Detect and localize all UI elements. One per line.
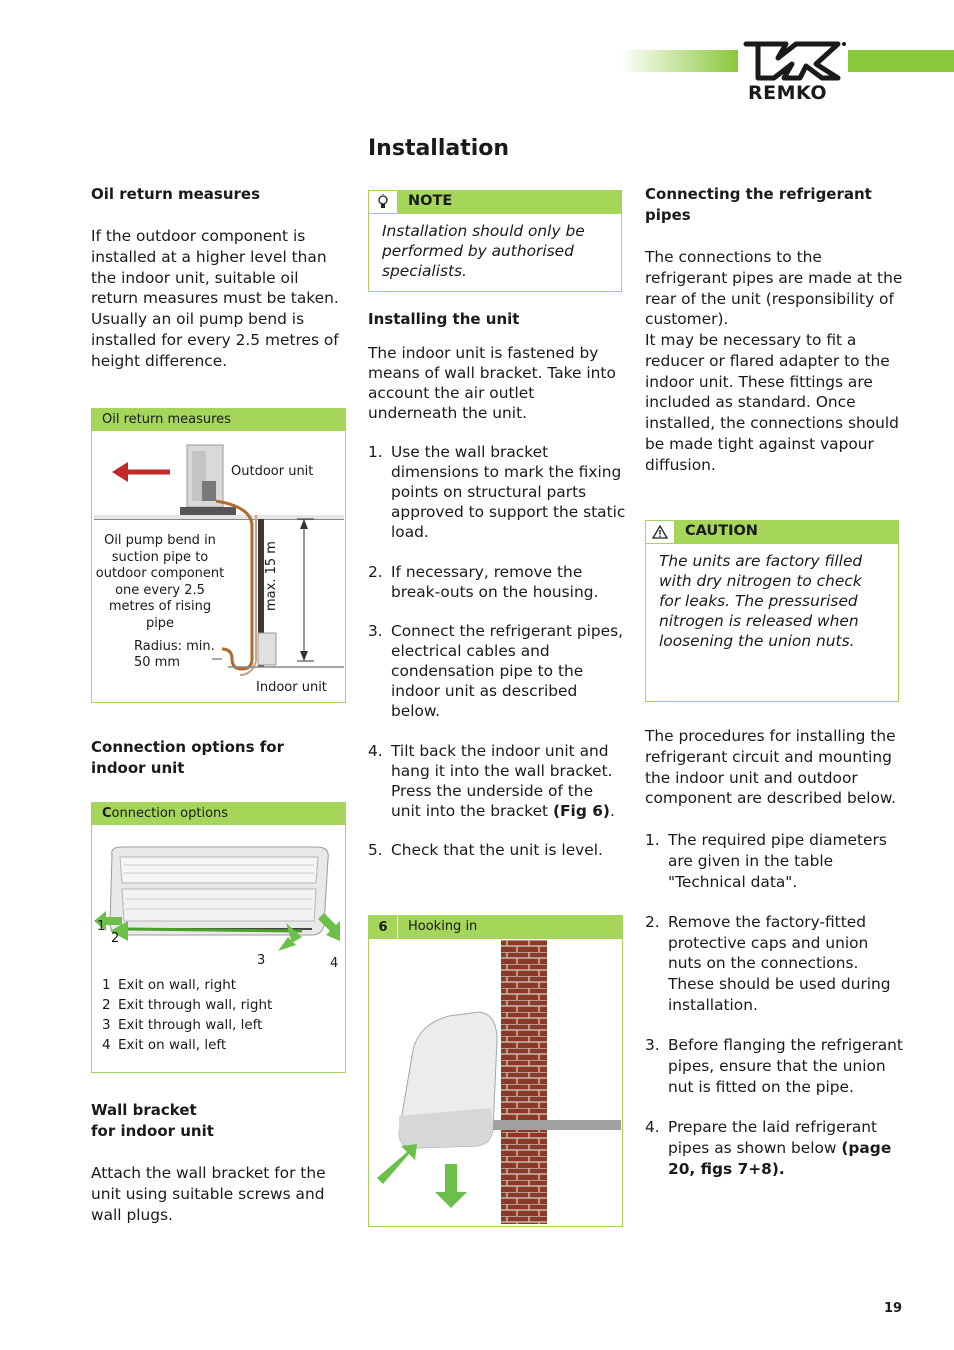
figure-title: Hooking in xyxy=(398,916,622,938)
list-item: 4. Tilt back the indoor unit and hang it into the wall bracket. Press the underside of the unit into the bracket (Fig 6). xyxy=(368,741,615,820)
list-item: 2. If necessary, remove the break-outs on the housing. xyxy=(368,562,599,601)
installing-steps xyxy=(368,442,626,880)
max-height-label: max. 15 m xyxy=(264,541,279,611)
oil-return-figure xyxy=(91,408,346,703)
list-item: 1. The required pipe diameters are given in the table "Technical data". xyxy=(645,831,887,891)
list-item: 2. Remove the factory-fitted protective caps and union nuts on the connections. These should be used during installation. xyxy=(645,912,891,1015)
wall-bracket-heading-line1: Wall bracket xyxy=(91,1101,197,1119)
warning-triangle-icon xyxy=(646,521,675,543)
note-box xyxy=(368,190,622,292)
wall-bracket-heading-line2: for indoor unit xyxy=(91,1122,214,1140)
caution-label: CAUTION xyxy=(675,521,898,543)
legend-item: 4 Exit on wall, left xyxy=(102,1037,227,1053)
marker-4: 4 xyxy=(330,956,339,971)
procedures-intro: The procedures for installing the refrigerant circuit and mounting the indoor unit and outdoor component are described below. xyxy=(645,727,896,808)
installing-heading: Installing the unit xyxy=(368,310,520,328)
page-title: Installation xyxy=(368,136,510,161)
page-number: 19 xyxy=(884,1301,903,1316)
figure-title: Oil return measures xyxy=(92,409,345,431)
list-item: 1. Use the wall bracket dimensions to mark the fixing points on structural parts approved to support the static load. xyxy=(368,443,626,541)
figure-6-hooking-in xyxy=(368,915,623,1227)
lightbulb-icon xyxy=(369,191,398,213)
outdoor-unit-label: Outdoor unit xyxy=(231,464,314,479)
refrigerant-pipes-text-1: The connections to the refrigerant pipes are made at the rear of the unit (responsibility of customer). xyxy=(645,248,903,329)
hooking-in-illustration xyxy=(369,940,621,1224)
figure-title xyxy=(92,803,345,825)
connection-options-figure xyxy=(91,802,346,1073)
refrigerant-pipes-heading: Connecting the refrigerant pipes xyxy=(645,185,872,224)
radius-label: Radius: min. 50 mm xyxy=(134,639,215,670)
refrigerant-steps xyxy=(645,830,903,1199)
note-text: Installation should only be performed by authorised specialists. xyxy=(382,222,585,280)
list-item: 5. Check that the unit is level. xyxy=(368,841,603,859)
wall-bracket-text: Attach the wall bracket for the unit using suitable screws and wall plugs. xyxy=(91,1164,326,1224)
indoor-unit-illustration xyxy=(92,825,344,965)
oil-return-heading: Oil return measures xyxy=(91,185,261,203)
caution-box xyxy=(645,520,899,702)
connection-legend xyxy=(102,975,272,1055)
marker-1: 1 xyxy=(97,919,106,934)
oil-pump-bend-label: Oil pump bend in suction pipe to outdoor component one every 2.5 metres of rising pipe xyxy=(95,533,225,631)
legend-item: 3 Exit through wall, left xyxy=(102,1017,263,1033)
installing-intro: The indoor unit is fastened by means of wall bracket. Take into account the air outlet underneath the unit. xyxy=(368,344,616,422)
note-label: NOTE xyxy=(398,191,621,213)
caution-text: The units are factory filled with dry nitrogen to check for leaks. The pressurised nitrogen is released when loosening the union nuts. xyxy=(659,552,863,650)
figure-title-rest: onnection options xyxy=(111,806,229,821)
legend-item: 1 Exit on wall, right xyxy=(102,977,237,993)
wall-bracket-heading xyxy=(91,1100,346,1142)
indoor-unit-label: Indoor unit xyxy=(256,680,327,695)
list-item: 4. Prepare the laid refrigerant pipes as shown below (page 20, figs 7+8). xyxy=(645,1118,892,1178)
connection-options-heading: Connection options for indoor unit xyxy=(91,738,284,777)
legend-item: 2 Exit through wall, right xyxy=(102,997,273,1013)
figure-title-initial: C xyxy=(102,806,112,821)
list-item: 3. Before flanging the refrigerant pipes, ensure that the union nut is fitted on the pipe. xyxy=(645,1036,903,1096)
list-item: 3. Connect the refrigerant pipes, electrical cables and condensation pipe to the indoor unit as described below. xyxy=(368,622,624,720)
figure-number: 6 xyxy=(369,916,398,938)
refrigerant-pipes-text-2: It may be necessary to fit a reducer or flared adapter to the indoor unit. These fittings are included as standard. Once installed, the connections should be made tight against vapour diffusion. xyxy=(645,331,899,474)
oil-return-text: If the outdoor component is installed at a higher level than the indoor unit, suitable oil return measures must be taken. Usually an oil pump bend is installed for every 2.5 metres of height difference. xyxy=(91,227,339,370)
marker-2: 2 xyxy=(111,931,120,946)
brand-name: REMKO xyxy=(748,82,828,104)
marker-3: 3 xyxy=(257,953,266,968)
